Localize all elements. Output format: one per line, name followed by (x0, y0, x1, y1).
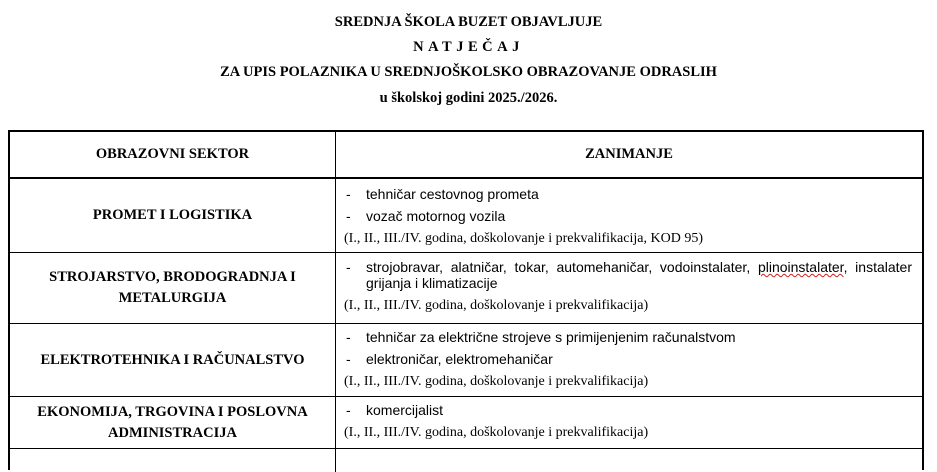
row-divider (10, 448, 922, 449)
occupation-item (344, 351, 912, 367)
occupation-note: (I., II., III./IV. godina, doškolovanje i prekvalifikacija) (344, 425, 649, 440)
sector-cell (10, 253, 335, 323)
occupation-text: , instalater grijanja i klimatizacije (366, 259, 912, 291)
occupation-text: tehničar cestovnog prometa (366, 186, 539, 202)
occupation-note: (I., II., III./IV. godina, doškolovanje i prekvalifikacija, KOD 95) (344, 231, 703, 246)
sector-name: ELEKTROTEHNIKA I RAČUNALSTVO (40, 351, 305, 368)
sector-cell (10, 397, 335, 448)
sector-name: EKONOMIJA, TRGOVINA I POSLOVNA ADMINISTRACIJA (37, 403, 308, 441)
occupation-note: (I., II., III./IV. godina, doškolovanje i prekvalifikacija) (344, 374, 649, 389)
occupation-text: strojobravar, alatničar, tokar, automehaničar, vodoinstalater, (366, 259, 758, 275)
occupation-item (344, 259, 912, 291)
sector-cell (10, 179, 335, 252)
occupation-text: komercijalist (366, 402, 444, 418)
column-header-occupation: ZANIMANJE (585, 146, 673, 162)
occupation-text: elektroničar, elektromehaničar (366, 351, 553, 367)
school-year-line: u školskoj godini 2025./2026. (379, 90, 558, 106)
occupation-note: (I., II., III./IV. godina, doškolovanje i prekvalifikacija) (344, 298, 649, 313)
column-header-sector: OBRAZOVNI SEKTOR (95, 146, 250, 162)
bullet-dash: - (346, 259, 351, 275)
enrollment-subtitle: ZA UPIS POLAZNIKA U SREDNJOŠKOLSKO OBRAZOVANJE ODRASLIH (220, 64, 717, 80)
bullet-dash: - (346, 186, 351, 202)
occupation-cell (336, 259, 922, 315)
enrollment-table (8, 130, 924, 470)
bullet-dash: - (346, 402, 351, 418)
occupation-cell (336, 186, 922, 248)
occupation-item (344, 402, 912, 418)
occupation-item (344, 208, 912, 224)
occupation-text: vozač motornog vozila (366, 208, 506, 224)
school-announces-line: SREDNJA ŠKOLA BUZET OBJAVLJUJE (334, 14, 603, 30)
bullet-dash: - (346, 208, 351, 224)
competition-title: NATJEČAJ (413, 39, 524, 55)
occupation-cell (336, 402, 922, 442)
bullet-dash: - (346, 351, 351, 367)
sector-cell (10, 324, 335, 396)
occupation-text: tehničar za električne strojeve s primijenjenim računalstvom (366, 329, 736, 345)
sector-name: PROMET I LOGISTIKA (92, 207, 253, 223)
spellcheck-flagged-word: plinoinstalater (757, 259, 844, 275)
occupation-item (344, 186, 912, 202)
bullet-dash: - (346, 329, 351, 345)
occupation-cell (336, 329, 922, 391)
occupation-item (344, 329, 912, 345)
sector-name: STROJARSTVO, BRODOGRADNJA I METALURGIJA (49, 269, 296, 306)
